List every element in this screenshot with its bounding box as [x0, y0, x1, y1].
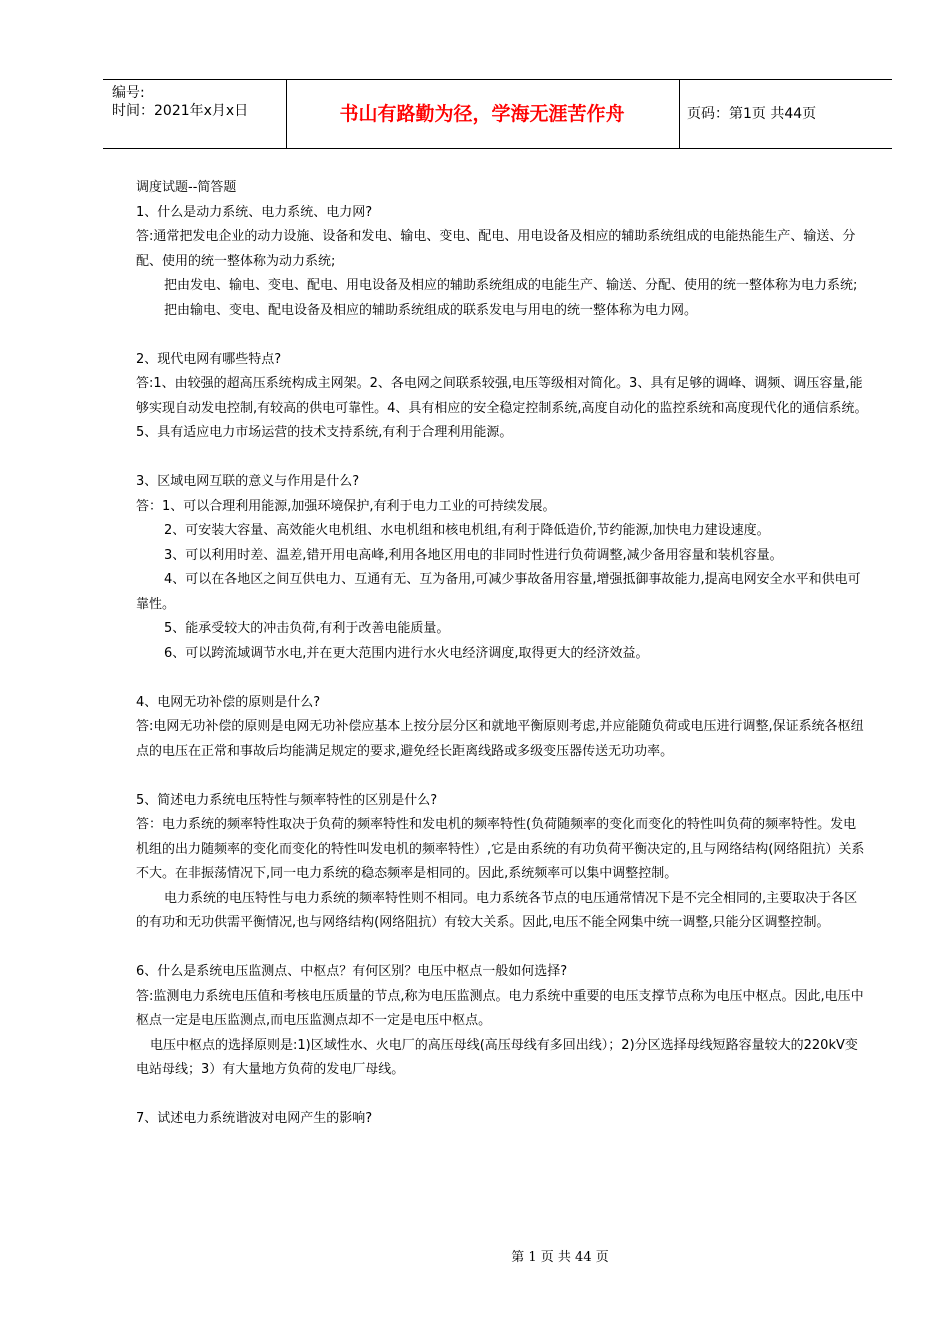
answer-1-para-1: 答:通常把发电企业的动力设施、设备和发电、输电、变电、配电、用电设备及相应的辅助系统组成的电能热能生产、输送、分配、使用的统一整体称为动力系统; [136, 229, 856, 269]
doc-title: 调度试题--简答题 [136, 180, 237, 195]
answer-4: 答:电网无功补偿的原则是电网无功补偿应基本上按分层分区和就地平衡原则考虑,并应能随负荷或电压进行调整,保证系统各枢纽点的电压在正常和事故后均能满足规定的要求,避免经长距离线路或多级变压器传送无功功率。 [136, 719, 864, 759]
question-7: 7、试述电力系统谐波对电网产生的影响? [136, 1111, 373, 1126]
question-4: 4、电网无功补偿的原则是什么? [136, 694, 321, 710]
header-date-label: 时间：2021年x月x日 [112, 103, 249, 119]
answer-5-para-2: 电力系统的电压特性与电力系统的频率特性则不相同。电力系统各节点的电压通常情况下是不完全相同的,主要取决于各区的有功和无功供需平衡情况,也与网络结构(网络阻抗）有较大关系。因此,电压不能全网集中统一调整,只能分区调整控制。 [136, 890, 858, 930]
page-header [103, 79, 892, 149]
header-divider [679, 80, 680, 148]
answer-6-para-2: 电压中枢点的选择原则是:1)区域性水、火电厂的高压母线(高压母线有多回出线）；2)分区选择母线短路容量较大的220kV变电站母线；3）有大量地方负荷的发电厂母线。 [136, 1037, 858, 1077]
answer-3-item-3: 3、可以利用时差、温差,错开用电高峰,利用各地区用电的非同时性进行负荷调整,减少备用容量和装机容量。 [164, 547, 783, 563]
answer-1-para-3: 把由输电、变电、配电设备及相应的辅助系统组成的联系发电与用电的统一整体称为电力网。 [164, 302, 698, 318]
answer-3-item-4: 4、可以在各地区之间互供电力、互通有无、互为备用,可减少事故备用容量,增强抵御事故能力,提高电网安全水平和供电可靠性。 [136, 572, 861, 612]
answer-6-para-1: 答:监测电力系统电压值和考核电压质量的节点,称为电压监测点。电力系统中重要的电压支撑节点称为电压中枢点。因此,电压中枢点一定是电压监测点,而电压监测点却不一定是电压中枢点。 [136, 988, 864, 1028]
header-meta [103, 80, 283, 148]
answer-2: 答:1、由较强的超高压系统构成主网架。2、各电网之间联系较强,电压等级相对简化。3、具有足够的调峰、调频、调压容量,能够实现自动发电控制,有较高的供电可靠性。4、具有相应的安全稳定控制系统,高度自动化的监控系统和高度现代化的通信系统。5、具有适应电力市场运营的技术支持系统,有利于合理利用能源。 [136, 376, 868, 440]
answer-1-para-2: 把由发电、输电、变电、配电、用电设备及相应的辅助系统组成的电能生产、输送、分配、使用的统一整体称为电力系统; [164, 278, 858, 293]
question-6: 6、什么是系统电压监测点、中枢点？有何区别？电压中枢点一般如何选择? [136, 964, 568, 979]
question-5: 5、简述电力系统电压特性与频率特性的区别是什么? [136, 792, 438, 808]
question-2: 2、现代电网有哪些特点? [136, 351, 282, 367]
header-number-label: 编号: [112, 85, 145, 101]
question-3: 3、区域电网互联的意义与作用是什么? [136, 474, 360, 489]
page-footer: 第 1 页 共 44 页 [511, 1250, 609, 1265]
answer-3-item-5: 5、能承受较大的冲击负荷,有利于改善电能质量。 [164, 621, 450, 636]
spacer [136, 1083, 869, 1108]
header-motto: 书山有路勤为径，学海无涯苦作舟 [339, 103, 625, 125]
question-1: 1、什么是动力系统、电力系统、电力网? [136, 204, 373, 220]
header-page-label: 页码：第1页 共44页 [687, 106, 817, 122]
document-body [136, 176, 869, 1132]
spacer [136, 764, 869, 789]
spacer [136, 936, 869, 961]
spacer [136, 323, 869, 348]
answer-3-item-6: 6、可以跨流域调节水电,并在更大范围内进行水火电经济调度,取得更大的经济效益。 [164, 645, 649, 661]
spacer [136, 666, 869, 691]
answer-3-item-2: 2、可安装大容量、高效能火电机组、水电机组和核电机组,有利于降低造价,节约能源,加快电力建设速度。 [164, 523, 770, 538]
answer-5-para-1: 答：电力系统的频率特性取决于负荷的频率特性和发电机的频率特性(负荷随频率的变化而变化的特性叫负荷的频率特性。发电机组的出力随频率的变化而变化的特性叫发电机的频率特性）,它是由系统的有功负荷平衡决定的,且与网络结构(网络阻抗）关系不大。在非振荡情况下,同一电力系统的稳态频率是相同的。因此,系统频率可以集中调整控制。 [136, 817, 865, 881]
spacer [136, 446, 869, 471]
answer-3-item-1: 答：1、可以合理利用能源,加强环境保护,有利于电力工业的可持续发展。 [136, 498, 556, 514]
